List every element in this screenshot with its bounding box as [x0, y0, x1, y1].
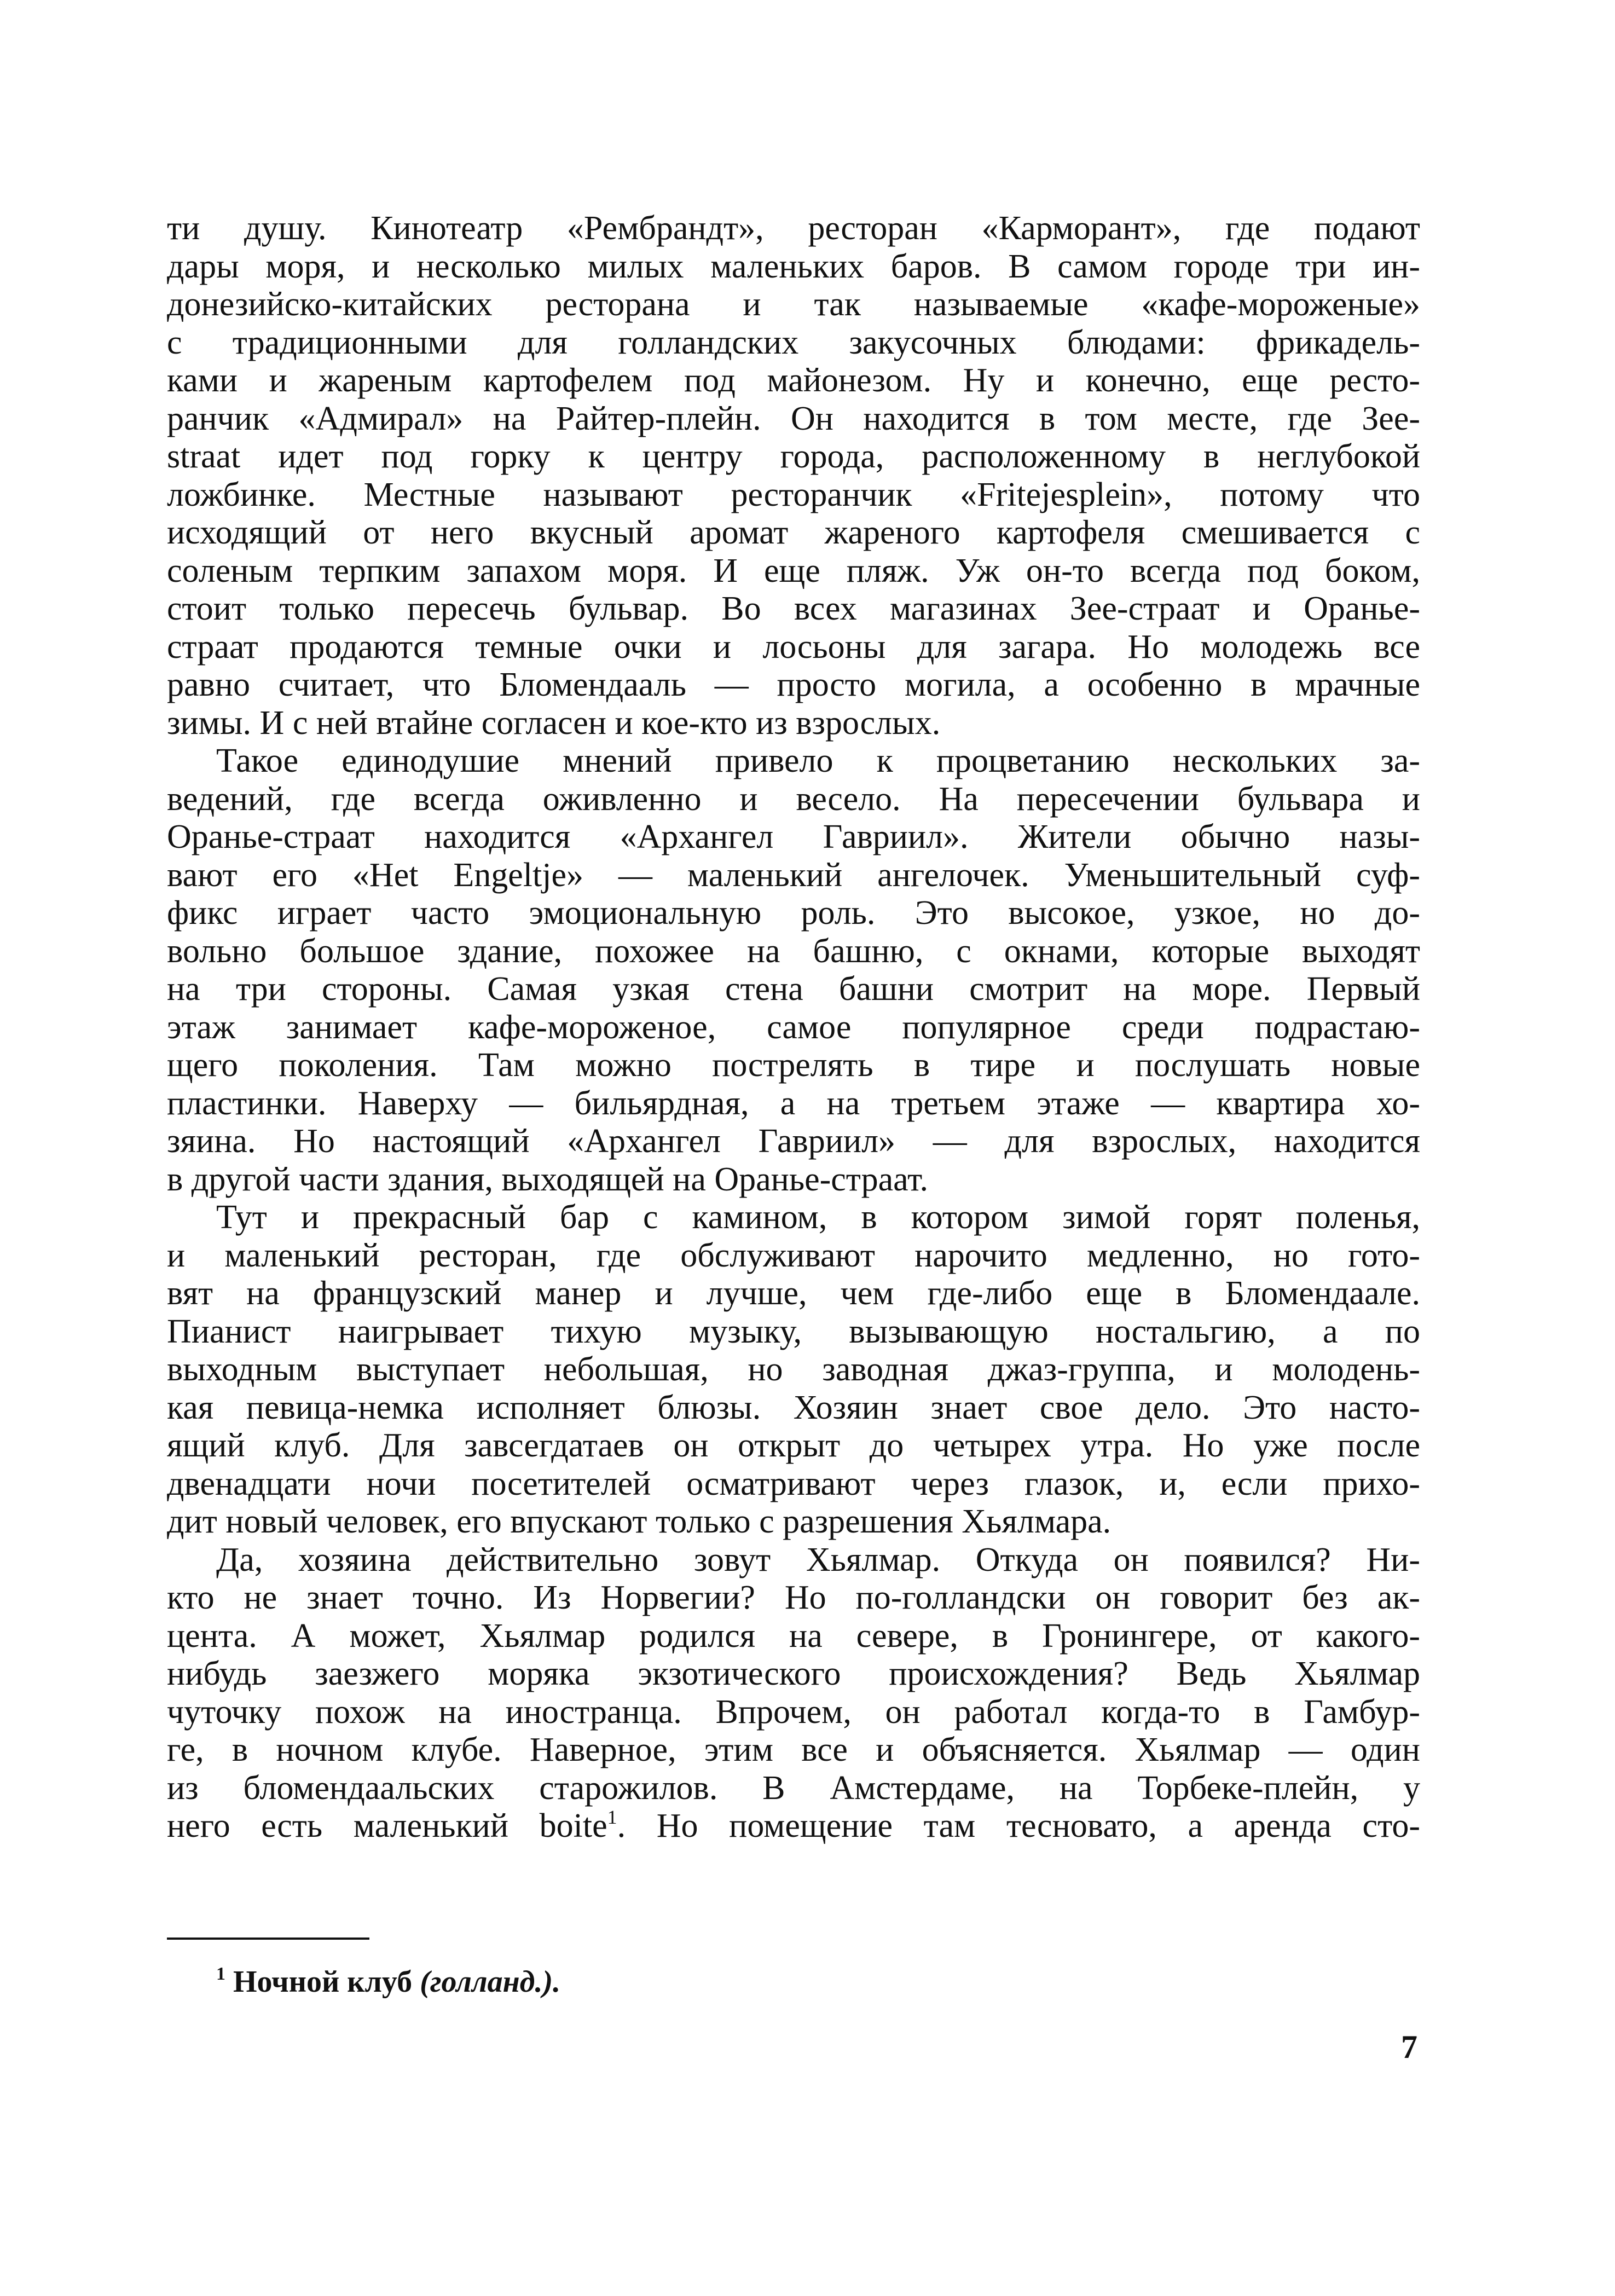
text-line: страат продаются темные очки и лосьоны для загара. Но молодежь все — [167, 628, 1420, 666]
footnote-divider — [167, 1938, 369, 1940]
text-line: ранчик «Адмирал» на Райтер-плейн. Он находится в том месте, где Зее- — [167, 400, 1420, 437]
text-line: исходящий от него вкусный аромат жареного картофеля смешивается с — [167, 514, 1420, 551]
text-line: стоит только пересечь бульвар. Во всех магазинах Зее-страат и Оранье- — [167, 590, 1420, 627]
text-line: кто не знает точно. Из Норвегии? Но по-голландски он говорит без ак- — [167, 1579, 1420, 1616]
text-line: чуточку похож на иностранца. Впрочем, он работал когда-то в Гамбур- — [167, 1693, 1420, 1731]
footnote — [216, 1955, 560, 2001]
text-line: нибудь заезжего моряка экзотического происхождения? Ведь Хьялмар — [167, 1655, 1420, 1692]
text-line: ге, в ночном клубе. Наверное, этим все и объясняется. Хьялмар — один — [167, 1731, 1420, 1768]
text-line: кая певица-немка исполняет блюзы. Хозяин знает свое дело. Это насто- — [167, 1389, 1420, 1426]
footnote-reference: 1 — [607, 1806, 617, 1828]
text-line: ками и жареным картофелем под майонезом. Ну и конечно, еще ресто- — [167, 362, 1420, 399]
footnote-mark: 1 — [216, 1964, 225, 1984]
text-line: пластинки. Наверху — бильярдная, а на третьем этаже — квартира хо- — [167, 1084, 1420, 1122]
text-line: в другой части здания, выходящей на Оранье-страат. — [167, 1160, 929, 1198]
text-line: дит новый человек, его впускают только с разрешения Хьялмара. — [167, 1503, 1112, 1540]
text-line: выходным выступает небольшая, но заводная джаз-группа, и молодень- — [167, 1351, 1420, 1388]
text-line: цента. А может, Хьялмар родился на севере, в Гронингере, от какого- — [167, 1617, 1420, 1655]
text-line: соленым терпким запахом моря. И еще пляж. Уж он-то всегда под боком, — [167, 552, 1420, 589]
text-line: донезийско-китайских ресторана и так называемые «кафе-мороженые» — [167, 286, 1420, 323]
footnote-language: (голланд.). — [420, 1965, 561, 1999]
text-line: ти душу. Кинотеатр «Рембрандт», ресторан «Карморант», где подают — [167, 210, 1420, 247]
body-text — [167, 210, 1420, 1846]
text-line: ложбинке. Местные называют ресторанчик «Fritejesplein», потому что — [167, 476, 1420, 513]
text-line: Оранье-страат находится «Архангел Гавриил». Жители обычно назы- — [167, 818, 1420, 855]
text-line: и маленький ресторан, где обслуживают нарочито медленно, но гото- — [167, 1236, 1420, 1274]
paragraph-first-line: Тут и прекрасный бар с камином, в котором зимой горят поленья, — [216, 1199, 1420, 1236]
text-line: щего поколения. Там можно пострелять в тире и послушать новые — [167, 1046, 1420, 1084]
text-line: зимы. И с ней втайне согласен и кое-кто из взрослых. — [167, 704, 941, 742]
text-line: на три стороны. Самая узкая стена башни смотрит на море. Первый — [167, 970, 1420, 1008]
paragraph-first-line: Да, хозяина действительно зовут Хьялмар. Откуда он появился? Ни- — [216, 1541, 1420, 1578]
text-line: из бломендаальских старожилов. В Амстердаме, на Торбеке-плейн, у — [167, 1769, 1420, 1807]
paragraph-first-line: Такое единодушие мнений привело к процветанию нескольких за- — [216, 742, 1420, 779]
text-line: straat идет под горку к центру города, расположенному в неглубокой — [167, 438, 1420, 475]
text-line: с традиционными для голландских закусочных блюдами: фрикадель- — [167, 323, 1420, 361]
text-line: этаж занимает кафе-мороженое, самое популярное среди подрастаю- — [167, 1008, 1420, 1046]
text-line: зяина. Но настоящий «Архангел Гавриил» — для взрослых, находится — [167, 1123, 1420, 1160]
text-line: вольно большое здание, похожее на башню, с окнами, которые выходят — [167, 932, 1420, 970]
text-line: вают его «Het Engeltje» — маленький ангелочек. Уменьшительный суф- — [167, 856, 1420, 894]
text-line: двенадцати ночи посетителей осматривают через глазок, и, если прихо- — [167, 1465, 1420, 1502]
text-line: ящий клуб. Для завсегдатаев он открыт до четырех утра. Но уже после — [167, 1427, 1420, 1464]
text-line: дары моря, и несколько милых маленьких баров. В самом городе три ин- — [167, 247, 1420, 285]
text-segment: него есть маленький boite — [167, 1807, 607, 1844]
text-line: Пианист наигрывает тихую музыку, вызывающую ностальгию, а по — [167, 1312, 1420, 1350]
text-line: ведений, где всегда оживленно и весело. На пересечении бульвара и — [167, 780, 1420, 818]
text-line: фикс играет часто эмоциональную роль. Это высокое, узкое, но до- — [167, 894, 1420, 932]
page-number: 7 — [1401, 2029, 1417, 2065]
text-line — [167, 1807, 1420, 1846]
text-line: вят на французский манер и лучше, чем где-либо еще в Бломендаале. — [167, 1275, 1420, 1312]
text-line: равно считает, что Бломендааль — просто могила, а особенно в мрачные — [167, 666, 1420, 703]
text-segment: . Но помещение там тесновато, а аренда сто- — [617, 1807, 1420, 1844]
footnote-text: Ночной клуб — [233, 1965, 413, 1999]
